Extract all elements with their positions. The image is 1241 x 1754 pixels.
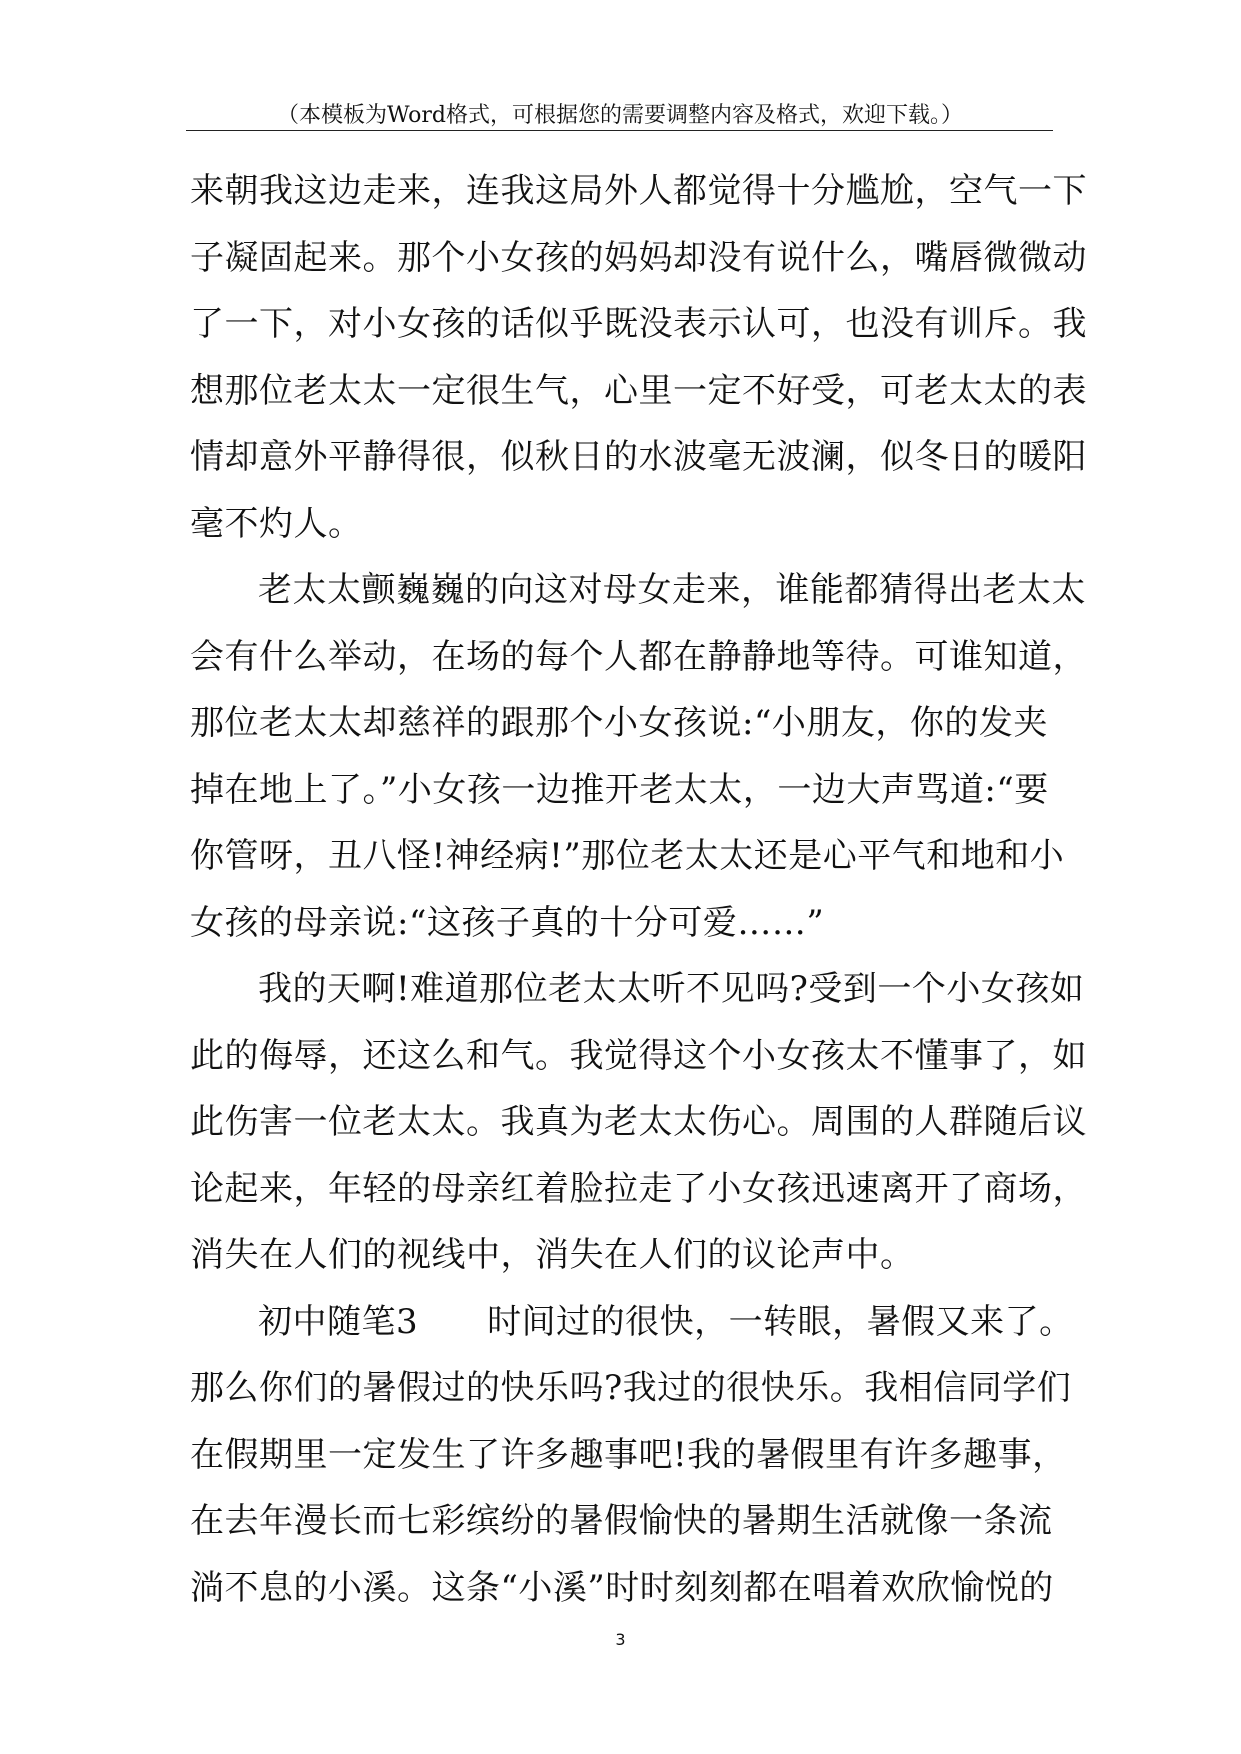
text-line: 情却意外平静得很，似秋日的水波毫无波澜，似冬日的暖阳 — [190, 437, 1087, 477]
text-line: 论起来，年轻的母亲红着脸拉走了小女孩迅速离开了商场， — [190, 1168, 1087, 1209]
text-line: 想那位老太太一定很生气，心里一定不好受，可老太太的表 — [190, 370, 1087, 411]
text-line: 此伤害一位老太太。我真为老太太伤心。周围的人群随后议 — [190, 1102, 1087, 1142]
text-line: 女孩的母亲说:“这孩子真的十分可爱……” — [190, 902, 825, 943]
text-line: 掉在地上了。”小女孩一边推开老太太，一边大声骂道:“要 — [190, 769, 1049, 810]
text-line: 你管呀，丑八怪!神经病!”那位老太太还是心平气和地和小 — [190, 836, 1065, 876]
page-number: 3 — [615, 1630, 626, 1649]
text-line: 消失在人们的视线中，消失在人们的议论声中。 — [190, 1235, 915, 1275]
text-line: 老太太颤巍巍的向这对母女走来，谁能都猜得出老太太 — [258, 570, 1086, 610]
text-line: 我的天啊!难道那位老太太听不见吗?受到一个小女孩如 — [258, 969, 1085, 1009]
page-header: （本模板为Word格式，可根据您的需要调整内容及格式，欢迎下载。） — [277, 103, 963, 128]
text-line: 初中随笔3 时间过的很快，一转眼，暑假又来了。 — [258, 1301, 1074, 1342]
text-line: 毫不灼人。 — [190, 503, 363, 544]
text-line: 在假期里一定发生了许多趣事吧!我的暑假里有许多趣事， — [190, 1434, 1067, 1475]
text-line: 那么你们的暑假过的快乐吗?我过的很快乐。我相信同学们 — [190, 1368, 1072, 1408]
text-line: 此的侮辱，还这么和气。我觉得这个小女孩太不懂事了，如 — [190, 1035, 1087, 1076]
text-line: 会有什么举动，在场的每个人都在静静地等待。可谁知道， — [190, 636, 1087, 677]
header-divider — [186, 130, 1053, 131]
text-line: 子凝固起来。那个小女孩的妈妈却没有说什么，嘴唇微微动 — [190, 237, 1087, 278]
text-line: 那位老太太却慈祥的跟那个小女孩说:“小朋友，你的发夹 — [190, 703, 1048, 743]
text-line: 在去年漫长而七彩缤纷的暑假愉快的暑期生活就像一条流 — [190, 1501, 1053, 1541]
text-line: 来朝我这边走来，连我这局外人都觉得十分尴尬，空气一下 — [190, 171, 1087, 211]
document-body — [190, 158, 1087, 1621]
text-line: 淌不息的小溪。这条“小溪”时时刻刻都在唱着欢欣愉悦的 — [190, 1567, 1054, 1608]
text-line: 了一下，对小女孩的话似乎既没表示认可，也没有训斥。我 — [190, 304, 1087, 344]
